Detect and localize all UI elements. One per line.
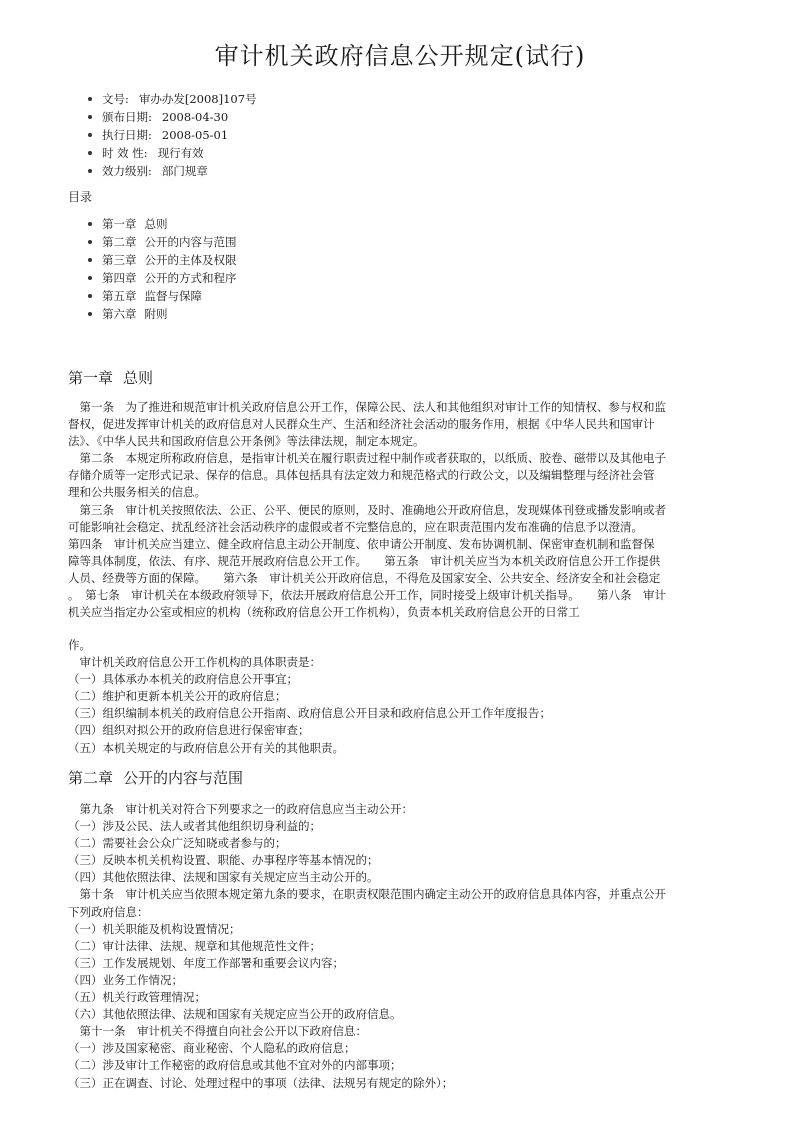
- chapter-name: 总则: [123, 369, 154, 387]
- text-line: 理和公共服务相关的信息。: [68, 485, 206, 500]
- list-item: （一）涉及国家秘密、商业秘密、个人隐私的政府信息；: [68, 1041, 356, 1056]
- text-line: 第三条 审计机关按照依法、公正、公平、便民的原则，及时、准确地公开政府信息，发现媒体刊登或播发影响或者: [68, 502, 666, 517]
- toc-item[interactable]: [88, 251, 237, 269]
- meta-item-issue-date: [88, 108, 257, 126]
- toc-item[interactable]: [88, 287, 237, 305]
- text-line: 第十条 审计机关应当依照本规定第九条的要求，在职责权限范围内确定主动公开的政府信息具体内容，并重点公开: [68, 887, 666, 902]
- text-line: 存储介质等一定形式记录、保存的信息。具体包括具有法定效力和规范格式的行政公文，以及编辑整理与经济社会管: [68, 468, 655, 483]
- text-line: 可能影响社会稳定、扰乱经济社会活动秩序的虚假或者不完整信息的，应在职责范围内发布准确的信息予以澄清。: [68, 519, 643, 534]
- toc-chapter-name: 公开的主体及权限: [144, 253, 237, 267]
- meta-value: 2008-04-30: [161, 110, 229, 124]
- text-line: 法》、《中华人民共和国政府信息公开条例》等法律法规，制定本规定。: [68, 434, 425, 449]
- chapter-number: 第一章: [68, 369, 114, 387]
- text-line: 第二条 本规定所称政府信息，是指审计机关在履行职责过程中制作或者获取的，以纸质、胶卷、磁带以及其他电子: [68, 451, 666, 466]
- text-line: 机关应当指定办公室或相应的机构（统称政府信息公开工作机构），负责本机关政府信息公开的日常工: [68, 605, 580, 620]
- list-item: （二）审计法律、法规、规章和其他规范性文件；: [68, 938, 321, 953]
- toc-chapter-number: 第三章: [102, 253, 137, 267]
- text-line: 。 第七条 审计机关在本级政府领导下，依法开展政府信息公开工作，同时接受上级审计机关指导。 第八条 审计: [68, 588, 666, 603]
- document-title: 审计机关政府信息公开规定(试行): [214, 42, 586, 70]
- table-of-contents: [88, 215, 237, 323]
- toc-item[interactable]: [88, 215, 237, 233]
- toc-chapter-name: 附则: [144, 307, 168, 321]
- document-meta-list: [88, 90, 257, 180]
- list-item: （一）涉及公民、法人或者其他组织切身利益的；: [68, 819, 321, 834]
- meta-label: 文号:: [102, 92, 129, 106]
- duty-item: （五）本机关规定的与政府信息公开有关的其他职责。: [68, 740, 344, 755]
- chapter-2-heading: [68, 768, 243, 788]
- meta-label: 时 效 性:: [102, 146, 148, 160]
- toc-chapter-number: 第一章: [102, 217, 137, 231]
- text-line: 督权，促进发挥审计机关的政府信息对人民群众生产、生活和经济社会活动的服务作用，根据《中华人民共和国审计: [68, 417, 655, 432]
- meta-label: 执行日期:: [102, 128, 152, 142]
- list-item: （五）机关行政管理情况；: [68, 990, 206, 1005]
- chapter-number: 第二章: [68, 769, 114, 787]
- duty-item: （二）维护和更新本机关公开的政府信息；: [68, 689, 287, 704]
- meta-item-level: [88, 162, 257, 180]
- list-item: （三）反映本机关机构设置、职能、办事程序等基本情况的；: [68, 853, 379, 868]
- toc-item[interactable]: [88, 233, 237, 251]
- text-line: 第一条 为了推进和规范审计机关政府信息公开工作，保障公民、法人和其他组织对审计工作的知情权、参与权和监: [68, 400, 666, 414]
- text-line: 第九条 审计机关对符合下列要求之一的政府信息应当主动公开：: [68, 802, 413, 816]
- list-item: （四）业务工作情况；: [68, 972, 183, 987]
- text-line: 第十一条 审计机关不得擅自向社会公开以下政府信息：: [68, 1024, 367, 1039]
- list-item: （二）需要社会公众广泛知晓或者参与的；: [68, 836, 287, 851]
- chapter-2-articles: [68, 801, 730, 1092]
- toc-item[interactable]: [88, 305, 237, 323]
- toc-chapter-number: 第六章: [102, 307, 137, 321]
- toc-chapter-name: 监督与保障: [144, 289, 202, 303]
- continuation-text: 作。: [68, 638, 91, 652]
- meta-value: 审办办发[2008]107号: [138, 92, 257, 106]
- chapter-1-heading: [68, 368, 153, 388]
- toc-chapter-name: 公开的内容与范围: [144, 235, 237, 249]
- duty-item: （一）具体承办本机关的政府信息公开事宜；: [68, 672, 298, 687]
- meta-item-effective-date: [88, 126, 257, 144]
- text-line: 下列政府信息：: [68, 904, 149, 919]
- duties-intro: 审计机关政府信息公开工作机构的具体职责是：: [68, 655, 321, 670]
- list-item: （六）其他依照法律、法规和国家有关规定应当公开的政府信息。: [68, 1007, 402, 1022]
- toc-chapter-name: 公开的方式和程序: [144, 271, 237, 285]
- meta-item-validity: [88, 144, 257, 162]
- list-item: （四）其他依照法律、法规和国家有关规定应当主动公开的。: [68, 870, 379, 885]
- meta-value: 部门规章: [161, 164, 208, 178]
- toc-chapter-number: 第五章: [102, 289, 137, 303]
- toc-chapter-number: 第四章: [102, 271, 137, 285]
- duty-item: （三）组织编制本机关的政府信息公开指南、政府信息公开目录和政府信息公开工作年度报告；: [68, 706, 551, 721]
- meta-label: 效力级别:: [102, 164, 152, 178]
- toc-item[interactable]: [88, 269, 237, 287]
- duty-item: （四）组织对拟公开的政府信息进行保密审查；: [68, 723, 310, 738]
- list-item: （一）机关职能及机构设置情况；: [68, 921, 241, 936]
- text-line: 障等具体制度，依法、有序、规范开展政府信息公开工作。 第五条 审计机关应当为本机关政府信息公开工作提供: [68, 553, 661, 568]
- meta-value: 2008-05-01: [161, 128, 229, 142]
- toc-chapter-name: 总则: [144, 217, 168, 231]
- chapter-name: 公开的内容与范围: [123, 769, 244, 787]
- meta-item-doc-number: [88, 90, 257, 108]
- meta-value: 现行有效: [157, 146, 204, 160]
- toc-title: 目录: [68, 190, 93, 204]
- chapter-1-duties: [68, 637, 730, 757]
- chapter-1-articles: [68, 399, 730, 621]
- text-line: 人员、经费等方面的保障。 第六条 审计机关公开政府信息，不得危及国家安全、公共安全、经济安全和社会稳定: [68, 570, 661, 585]
- meta-label: 颁布日期:: [102, 110, 152, 124]
- text-line: 第四条 审计机关应当建立、健全政府信息主动公开制度、依申请公开制度、发布协调机制、保密审查机制和监督保: [68, 536, 655, 551]
- toc-chapter-number: 第二章: [102, 235, 137, 249]
- list-item: （二）涉及审计工作秘密的政府信息或其他不宜对外的内部事项；: [68, 1058, 402, 1073]
- list-item: （三）工作发展规划、年度工作部署和重要会议内容；: [68, 955, 344, 970]
- list-item: （三）正在调查、讨论、处理过程中的事项（法律、法规另有规定的除外）；: [68, 1075, 454, 1090]
